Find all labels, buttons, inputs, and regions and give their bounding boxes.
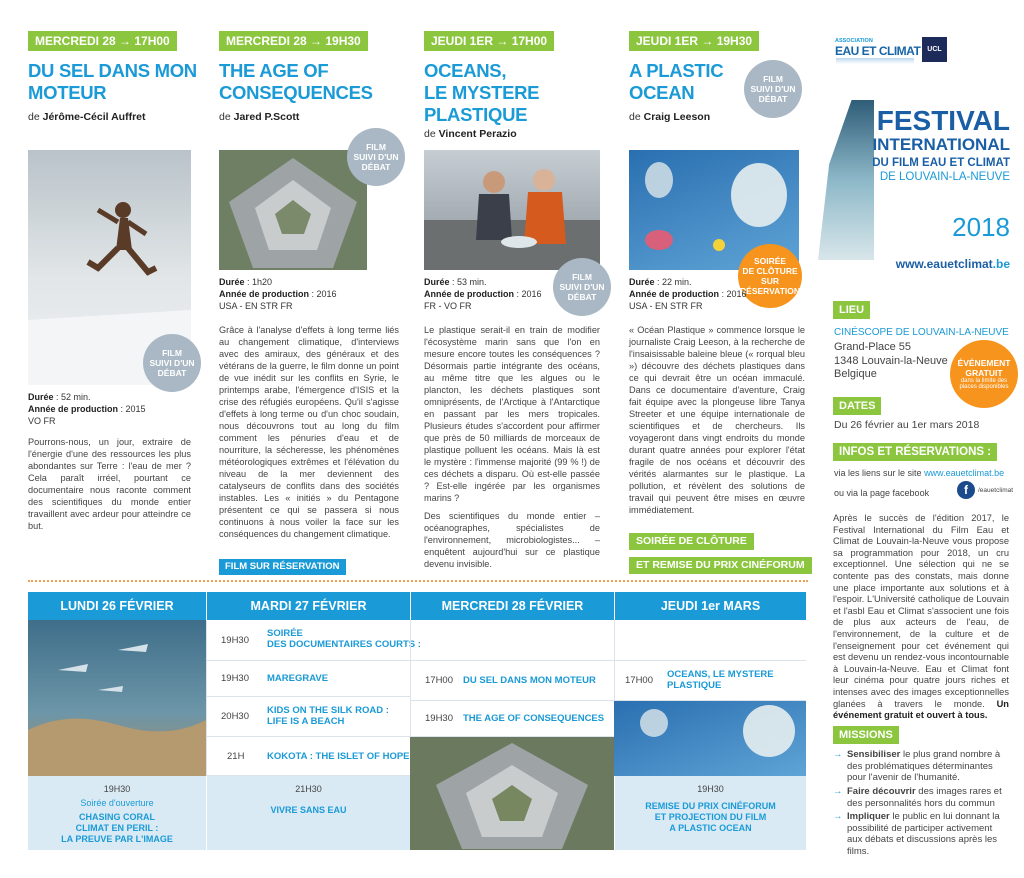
cineforum-prize-label: ET REMISE DU PRIX CINÉFORUM	[629, 557, 812, 574]
film2-meta: Durée : 1h20 Année de production : 2016 USA - EN STR FR	[219, 277, 337, 311]
festival-line4: DE LOUVAIN-LA-NEUVE	[879, 171, 1010, 183]
film1-meta: Durée : 52 min. Année de production : 2015 VO FR	[28, 392, 146, 426]
tuesday-footer: 21H30 VIVRE SANS EAU	[206, 776, 410, 850]
film2-date-tag: MERCREDI 28 → 19H30	[219, 31, 368, 51]
missions-heading: MISSIONS	[833, 726, 899, 744]
film1-description: Pourrons-nous, un jour, extraire de l'énergie d'une des ressources les plus abondantes sur Terre : l'eau de mer ? Cela paraît irréel, pourtant ce documentaire nous raconte comment des scientifiques du monde entier travaillent avec ardeur pour atteindre ce but.	[28, 437, 191, 531]
schedule-day-tuesday: MARDI 27 FÉVRIER	[206, 592, 410, 620]
film3-date-tag: JEUDI 1ER → 17H00	[424, 31, 554, 51]
film1-date-tag: MERCREDI 28 → 17H00	[28, 31, 177, 51]
tuesday-row-3: 20H30 KIDS ON THE SILK ROAD : LIFE IS A BEACH	[206, 697, 410, 737]
arrow-icon: →	[833, 811, 843, 822]
arrow-icon: →	[833, 786, 843, 797]
venue-address: Grand-Place 55 1348 Louvain-la-Neuve Belgique	[834, 341, 948, 380]
film4-closing-badge: SOIRÉE DE CLÔTURE SUR RÉSERVATION	[738, 244, 802, 308]
venue-name: CINÉSCOPE DE LOUVAIN-LA-NEUVE	[834, 327, 1009, 338]
lieu-heading: LIEU	[833, 301, 870, 319]
schedule-day-wednesday: MERCREDI 28 FÉVRIER	[410, 592, 614, 620]
section-divider	[28, 580, 808, 582]
film2-photo	[219, 150, 367, 270]
info-site-link[interactable]: www.eauetclimat.be	[924, 468, 1005, 478]
monday-footer: 19H30 Soirée d'ouverture CHASING CORAL CLIMAT EN PERIL : LA PREUVE PAR L'IMAGE	[28, 776, 206, 850]
ucl-logo: UCL	[922, 37, 947, 62]
film3-description-2: Des scientifiques du monde entier – océanographes, spécialistes de l'environnement, microbiologistes... – enquêtent aujourd'hui sur ce plastique devenu invisible.	[424, 511, 600, 569]
eau-et-climat-logo: EAU ET CLIMAT	[835, 44, 921, 58]
film2-reservation-label: FILM SUR RÉSERVATION	[219, 559, 346, 575]
wednesday-row-2: 19H30 THE AGE OF CONSEQUENCES	[410, 701, 614, 737]
festival-intro: Après le succès de l'édition 2017, le Festival International du Film Eau et Climat de Louvain-la-Neuve vous propose sa programmation pour 2018, un cru exceptionnel. Une sélection qui ne se contente pas des constats, mais donne une place importante aux solutions et à l'espoir. L'Université catholique de Louvain et l'asbl Eau et Climat s'associent une fois de plus aux acteurs de l'eau, de l'environnement, de la culture et de l'enseignement pour cet événement qui est devenu un rendez-vous incontournable à Louvain-la-Neuve. Eau et Climat font leur cinéma pour quatre jours riches et intenses avec des images exceptionnelles glanées à travers le monde. Un événement gratuit et ouvert à tous.	[833, 513, 1009, 721]
film4-meta: Durée : 22 min. Année de production : 2016 USA - EN STR FR	[629, 277, 747, 311]
film1-title: DU SEL DANS MON MOTEUR	[28, 60, 197, 103]
festival-title: FESTIVAL	[876, 105, 1010, 136]
thursday-row-1: 17H00 OCEANS, LE MYSTERE PLASTIQUE	[614, 661, 806, 701]
thursday-empty	[614, 620, 806, 661]
info-heading: INFOS ET RÉSERVATIONS :	[833, 443, 997, 461]
film2-director: de Jared P.Scott	[219, 111, 300, 123]
thursday-photo	[614, 701, 806, 776]
film3-description: Le plastique serait-il en train de modifier l'écosystème marin sans que l'on en mesure encore toutes les conséquences ? Désormais partie intégrante des océans, au même titre que les algues ou le plancton, les déchets plastiques sont omniprésents, de l'Arctique à l'Antarctique en passant par les mers tropicales. Plusieurs études s'accordent pour affirmer que près de 50 milliards de morceaux de plastique polluent les océans. Mais là est le mystère : l'immense majorité (99 % !) de ces déchets a disparu. Où est-elle passée ? Est-elle ingérée par les organismes marins ?	[424, 325, 600, 503]
logo-reflection	[836, 58, 914, 64]
arrow-icon: →	[833, 749, 843, 760]
facebook-handle[interactable]: /eauetclimat	[978, 487, 1014, 494]
tuesday-row-2: 19H30 MAREGRAVE	[206, 661, 410, 697]
film2-description: Grâce à l'analyse d'effets à long terme liés au changement climatique, d'interviews avec des amiraux, des généraux et des vétérans de la guerre, le film donne un point de vue inédit sur les conflits en Syrie, le printemps arabe, l'émergence d'ISIS et la crise des réfugiés européens. Qu'il s'agisse d'effets à long terme ou d'un choc soudain, nous découvrons tout au long du film comment les pénuries d'eau et de nourriture, la sécheresse, les phénomènes météorologiques extrêmes et l'élévation du niveau de la mer deviennent des catalyseurs de conflits dans des sociétés instables. Les « initiés » du Pentagone présentent ce qui se passera si nous continuons à nous voiler la face sur les conséquences du changement climatique.	[219, 325, 399, 539]
film3-title: OCEANS, LE MYSTERE PLASTIQUE	[424, 60, 540, 125]
tuesday-row-4: 21H KOKOTA : THE ISLET OF HOPE	[206, 737, 410, 776]
monday-photo	[28, 620, 206, 776]
wednesday-photo	[410, 737, 614, 850]
dates-text: Du 26 février au 1er mars 2018	[834, 419, 980, 431]
assoc-label: ASSOCIATION	[835, 38, 873, 44]
mission-2: → Faire découvrir des images rares et des personnalités hors du commun	[833, 786, 1002, 809]
festival-subtitle: INTERNATIONAL	[872, 135, 1010, 154]
free-event-badge: ÉVÉNEMENT GRATUIT dans la limite des places disponibles	[950, 340, 1018, 408]
film3-photo	[424, 150, 600, 270]
mission-3: → Impliquer le public en lui donnant la possibilité de participer activement aux débats et discussions après les films.	[833, 811, 1000, 857]
thursday-footer: 19H30 REMISE DU PRIX CINÉFORUM ET PROJECTION DU FILM A PLASTIC OCEAN	[614, 776, 806, 850]
film3-director: de Vincent Perazio	[424, 128, 517, 140]
film2-title: THE AGE OF CONSEQUENCES	[219, 60, 373, 103]
festival-url[interactable]: www.eauetclimat.be	[895, 257, 1010, 271]
mission-1: → Sensibiliser le plus grand nombre à des problématiques déterminantes pour l'avenir de l'humanité.	[833, 749, 1001, 783]
festival-year: 2018	[952, 212, 1010, 242]
schedule-day-thursday: JEUDI 1er MARS	[614, 592, 806, 620]
closing-evening-label: SOIRÉE DE CLÔTURE	[629, 533, 754, 550]
info-facebook-line: ou via la page facebook	[834, 488, 930, 498]
tuesday-row-1: 19H30 SOIRÉE DES DOCUMENTAIRES COURTS :	[206, 620, 410, 661]
festival-line3: DU FILM EAU ET CLIMAT	[872, 157, 1010, 169]
film2-debate-badge: FILM SUIVI D'UN DÉBAT	[347, 128, 405, 186]
film4-description: « Océan Plastique » commence lorsque le journaliste Craig Leeson, à la recherche de l'insaisissable baleine bleue (« rorqual bleu ») découvre des déchets plastiques dans ce qui devrait être un océan immaculé. Dans ce documentaire d'aventure, Craig fait équipe avec la plongeuse libre Tanya Streeter et une équipe internationale de scientifiques et de chercheurs. Ils voyageront dans vingt endroits du monde durant quatre années pour explorer l'état fragile de nos océans et découvrir des vérités alarmantes sur le plastique. La pollution, et révèlent des solutions de travail qui peuvent être mises en œuvre immédiatement.	[629, 325, 805, 515]
film4-date-tag: JEUDI 1ER → 19H30	[629, 31, 759, 51]
film4-director: de Craig Leeson	[629, 111, 711, 123]
film3-debate-badge: FILM SUIVI D'UN DÉBAT	[553, 258, 611, 316]
wednesday-empty	[410, 620, 614, 661]
wednesday-row-1: 17H00 DU SEL DANS MON MOTEUR	[410, 661, 614, 701]
facebook-icon[interactable]: f	[957, 481, 975, 499]
film4-debate-badge: FILM SUIVI D'UN DÉBAT	[744, 60, 802, 118]
info-site-line: via les liens sur le site www.eauetclimat.be	[834, 468, 1005, 478]
film1-director: de Jérôme-Cécil Auffret	[28, 111, 146, 123]
film4-title: A PLASTIC OCEAN	[629, 60, 724, 103]
film3-meta: Durée : 53 min. Année de production : 2016 FR - VO FR	[424, 277, 542, 311]
dates-heading: DATES	[833, 397, 881, 415]
film1-debate-badge: FILM SUIVI D'UN DÉBAT	[143, 334, 201, 392]
schedule-day-monday: LUNDI 26 FÉVRIER	[28, 592, 206, 620]
